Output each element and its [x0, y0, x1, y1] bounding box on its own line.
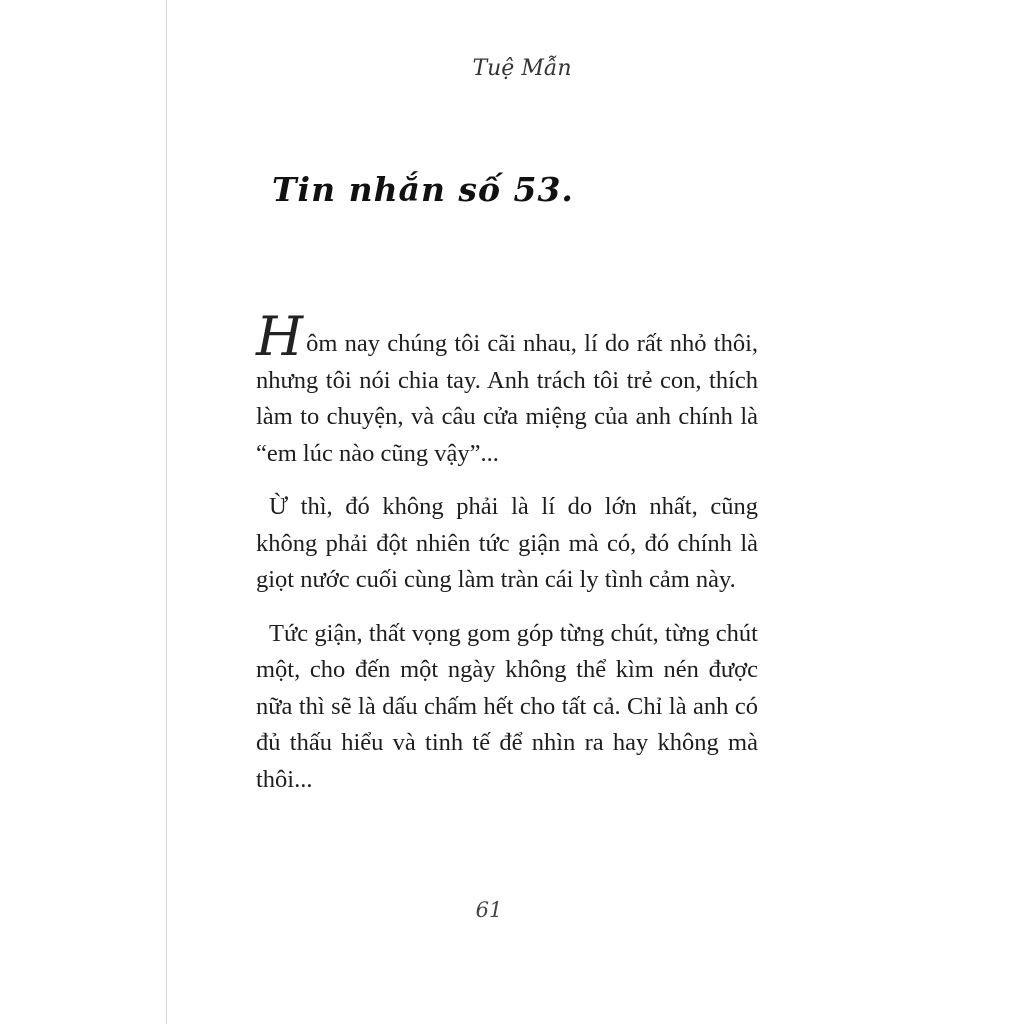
paragraph-1-text: ôm nay chúng tôi cãi nhau, lí do rất nhỏ thôi, nhưng tôi nói chia tay. Anh trách tôi trẻ con, thích làm to chuyện, và câu cửa miệng của anh chính là “em lúc nào cũng vậy”...: [256, 330, 758, 467]
body-text: [256, 305, 758, 815]
running-header-author: Tuệ Mẫn: [472, 56, 572, 81]
paragraph-2: Ừ thì, đó không phải là lí do lớn nhất, cũng không phải đột nhiên tức giận mà có, đó chính là giọt nước cuối cùng làm tràn cái ly tình cảm này.: [256, 493, 758, 593]
paragraph-3: Tức giận, thất vọng gom góp từng chút, từng chút một, cho đến một ngày không thể kìm nén được nữa thì sẽ là dấu chấm hết cho tất cả. Chỉ là anh có đủ thấu hiểu và tinh tế để nhìn ra hay không mà thôi...: [256, 619, 758, 793]
chapter-title: Tin nhắn số 53.: [272, 170, 574, 209]
paragraph-1: [256, 305, 758, 472]
drop-cap-letter: H: [256, 305, 304, 368]
page-gutter-edge: [166, 0, 167, 1024]
page-number: 61: [475, 898, 503, 922]
